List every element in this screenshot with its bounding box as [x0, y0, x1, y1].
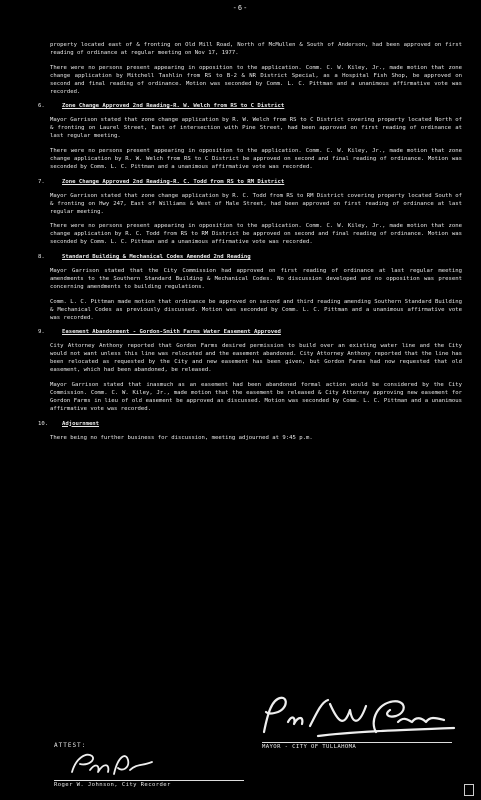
agenda-item-heading [38, 254, 462, 262]
agenda-item-9 [38, 329, 462, 413]
agenda-item-8 [38, 254, 462, 322]
item-paragraph: Mayor Garrison stated that inasmuch as an easement had been abandoned formal action would be considered by the City Commission. Comm. C. W. Kiley, Jr., made motion that the easement be released & City Attorney approving new easement for Gordon Farms in lieu of old easement be approved as discussed. Motion was seconded by Comm. L. C. Pittman and a unanimous affirmative vote was recorded. [50, 382, 462, 412]
item-title: Standard Building & Mechanical Codes Amended 2nd Reading [62, 254, 251, 261]
attest-label: ATTEST: [54, 742, 87, 749]
item-number: 6. [38, 103, 45, 110]
item-number: 8. [38, 254, 45, 261]
page-number: -6- [232, 4, 249, 12]
agenda-item-heading [38, 420, 462, 429]
item-paragraph: City Attorney Anthony reported that Gordon Farms desired permission to build over an existing water line and the City would not want unless this line was relocated and the easement abandoned. City Attorney Anthony reported that the line has been relocated as requested by the City and new easement has been given, but Gordon Farms had now requested that old easement, which had been abandoned, be released. [50, 343, 462, 374]
agenda-item-heading [38, 103, 462, 111]
agenda-item-heading [38, 178, 462, 187]
item-number: 7. [38, 178, 45, 185]
intro-paragraph-2: There were no persons present appearing in opposition to the application. Comm. C. W. Kiley, Jr., made motion that zone change application by Mitchell Tashlin from RS to B-2 & NR District Special, as a Hospital Fish Shop, be approved on second and final reading of ordinance. Motion was seconded by Comm. L. C. Pittman and a unanimous affirmative vote was recorded. [50, 64, 462, 95]
agenda-item-10 [38, 420, 462, 443]
item-title: Adjournment [62, 420, 100, 427]
mayor-title: MAYOR - CITY OF TULLAHOMA [262, 744, 357, 750]
item-paragraph: Comm. L. C. Pittman made motion that ordinance be approved on second and third reading amending Southern Standard Building & Mechanical Codes as previously discussed. Motion was seconded by Comm. L. C. Pittman and a unanimous affirmative vote was recorded. [50, 298, 462, 321]
item-paragraph: Mayor Garrison stated that zone change application by R. C. Todd from RS to RM District covering property located South of & fronting on Hwy 247, East of Williams & West of Hale Street, had been approved on first reading of ordinance at last regular meeting. [50, 192, 462, 215]
item-title: Zone Change Approved 2nd Reading-R. C. Todd from RS to RM District [62, 178, 285, 185]
item-title: Easement Abandonment - Gordon-Smith Farms Water Easement Approved [62, 329, 281, 336]
recorder-signature [66, 748, 156, 778]
margin-mark [464, 784, 474, 796]
agenda-item-heading [38, 329, 462, 337]
item-paragraph: There were no persons present appearing in opposition to the application. Comm. C. W. Kiley, Jr., made motion that zone change application by R. W. Welch from RS to C District be approved on second and final reading of ordinance. Motion was seconded by Comm. L. C. Pittman and a unanimous affirmative vote was recorded. [50, 148, 462, 170]
agenda-item-6 [38, 103, 462, 171]
item-number: 9. [38, 329, 45, 336]
intro-paragraph: property located east of & fronting on Old Mill Road, North of McMullen & South of Anderson, had been approved on first reading of ordinance at regular meeting on Nov 17, 1977. [50, 42, 462, 56]
item-paragraph: Mayor Garrison stated that the City Commission had approved on first reading of ordinance at last regular meeting amendments to the Southern Standard Building & Mechanical Codes. No discussion developed and no opposition was present concerning amendments to building regulations. [50, 268, 462, 290]
item-paragraph: There being no further business for discussion, meeting adjourned at 9:45 p.m. [50, 434, 313, 441]
mayor-signature-line [262, 742, 452, 743]
minutes-document [38, 42, 462, 449]
item-paragraph: Mayor Garrison stated that zone change application by R. W. Welch from RS to C District covering property located North of & fronting on Laurel Street, East of intersection with Pine Street, had been approved on first reading of ordinance at last regular meeting. [50, 117, 462, 140]
mayor-signature [258, 692, 458, 740]
item-title: Zone Change Approved 2nd Reading-R. W. Welch from RS to C District [62, 103, 285, 110]
item-paragraph: There were no persons present appearing in opposition to the application. Comm. C. W. Kiley, Jr., made motion that zone change application by R. C. Todd from RS to RM District be approved on second and final reading of ordinance. Motion was seconded by Comm. L. C. Pittman and a unanimous affirmative vote was recorded. [50, 223, 462, 246]
recorder-title: Roger W. Johnson, City Recorder [54, 782, 171, 788]
item-number: 10. [38, 420, 49, 427]
agenda-item-7 [38, 178, 462, 247]
recorder-signature-line [54, 780, 244, 781]
